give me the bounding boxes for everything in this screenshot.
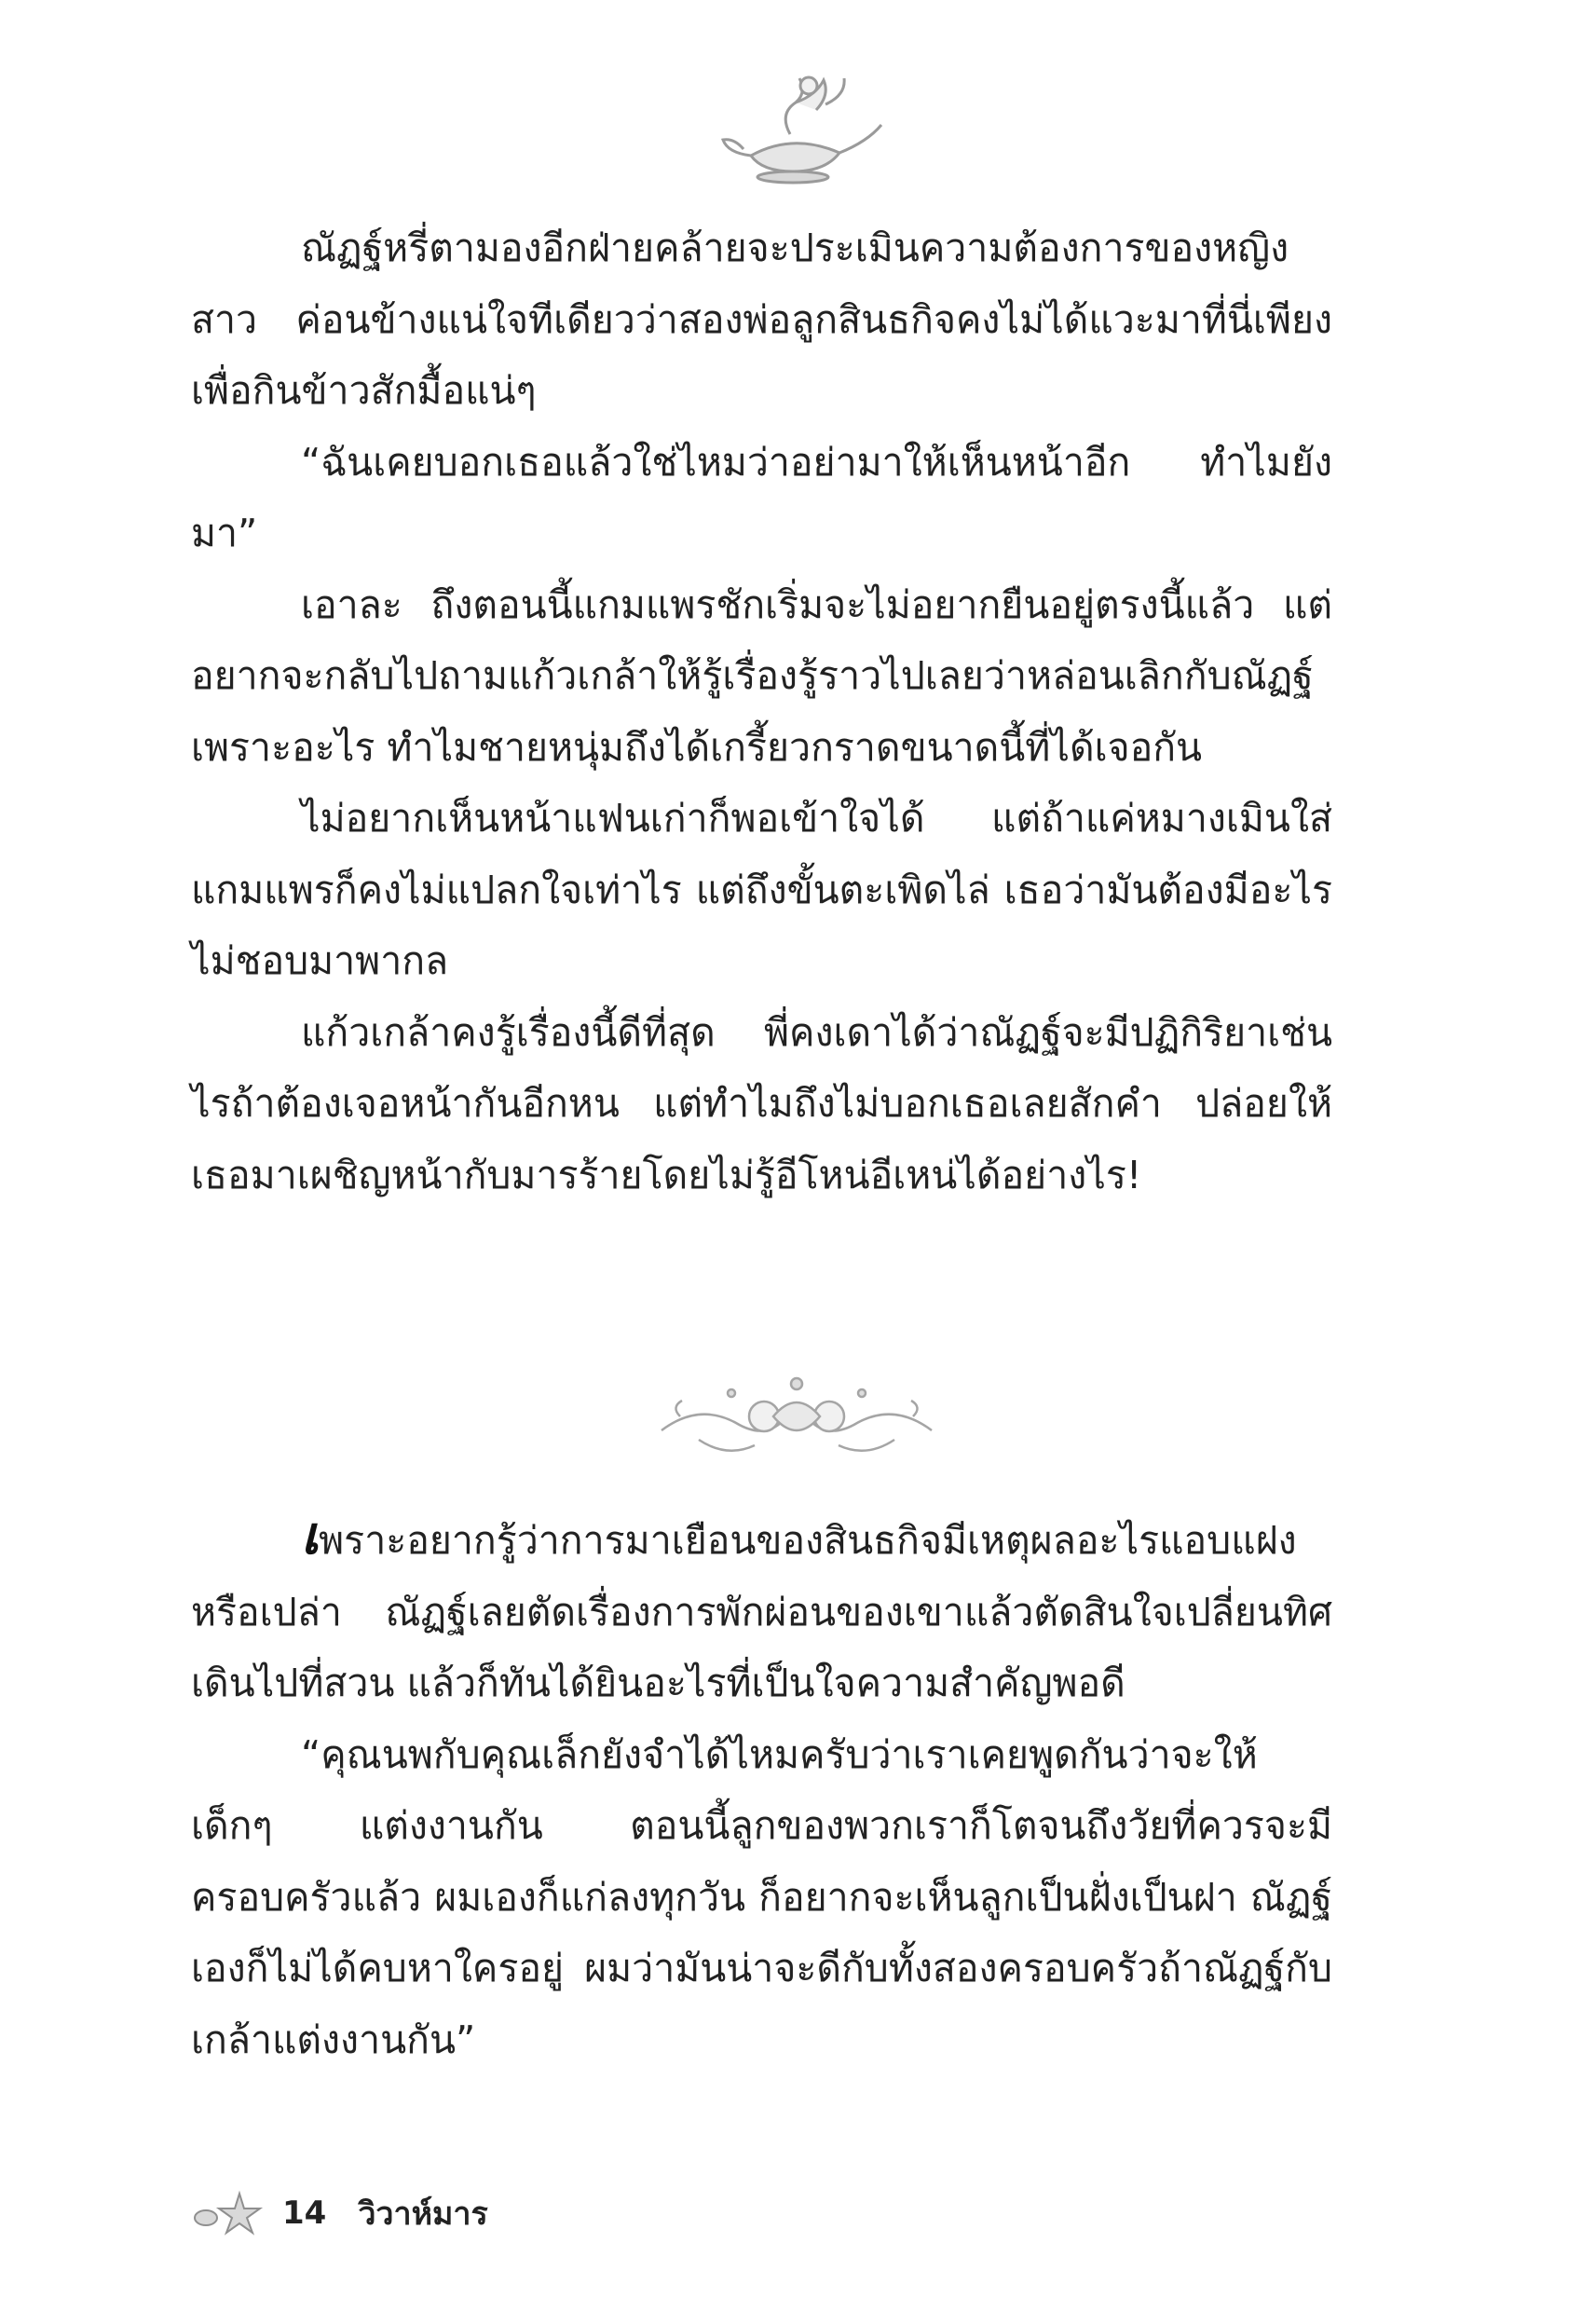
- page-footer: [191, 2185, 488, 2241]
- paragraph: “คุณนพกับคุณเล็กยังจำได้ไหมครับว่าเราเคยพูดกันว่าจะให้เด็กๆ แต่งงานกัน ตอนนี้ลูกของพวกเราก็โตจนถึงวัยที่ควรจะมีครอบครัวแล้ว ผมเองก็แก่ลงทุกวัน ก็อยากจะเห็นลูกเป็นฝั่งเป็นฝา ณัฏฐ์เองก็ไม่ได้คบหาใครอยู่ ผมว่ามันน่าจะดีกับทั้งสองครอบครัวถ้าณัฏฐ์กับเกล้าแต่งงานกัน”: [191, 1731, 1332, 2062]
- book-title: วิวาห์มาร: [358, 2195, 488, 2233]
- floral-divider-icon: [643, 1365, 950, 1468]
- section-2-text: [191, 1500, 1332, 2075]
- paragraph: แก้วเกล้าคงรู้เรื่องนี้ดีที่สุด พี่คงเดาได้ว่าณัฏฐ์จะมีปฏิกิริยาเช่นไรถ้าต้องเจอหน้ากันอีกหน แต่ทำไมถึงไม่บอกเธอเลยสักคำ ปล่อยให้เธอมาเผชิญหน้ากับมารร้ายโดยไม่รู้อีโหน่อีเหน่ได้อย่างไร!: [191, 1009, 1332, 1197]
- page-number: 14: [282, 2195, 327, 2232]
- section-1-text: [191, 212, 1332, 1210]
- drop-cap: เ: [301, 1505, 320, 1566]
- paragraph-with-dropcap: [191, 1500, 1332, 1719]
- paragraph: ณัฏฐ์หรี่ตามองอีกฝ่ายคล้ายจะประเมินความต้องการของหญิงสาว ค่อนข้างแน่ใจทีเดียวว่าสองพ่อลูกสินธกิจคงไม่ได้แวะมาที่นี่เพียงเพื่อกินข้าวสักมื้อแน่ๆ: [191, 226, 1332, 413]
- paragraph: ไม่อยากเห็นหน้าแฟนเก่าก็พอเข้าใจได้ แต่ถ้าแค่หมางเมินใส่แกมแพรก็คงไม่แปลกใจเท่าไร แต่ถึงขั้นตะเพิดไล่ เธอว่ามันต้องมีอะไรไม่ชอบมาพากล: [191, 796, 1332, 983]
- paragraph: “ฉันเคยบอกเธอแล้วใช่ไหมว่าอย่ามาให้เห็นหน้าอีก ทำไมยังมา”: [191, 439, 1332, 555]
- starfish-shell-icon: [191, 2190, 266, 2236]
- genie-lamp-ornament-icon: [686, 67, 900, 188]
- paragraph-text: พราะอยากรู้ว่าการมาเยือนของสินธกิจมีเหตุผลอะไรแอบแฝงหรือเปล่า ณัฏฐ์เลยตัดเรื่องการพักผ่อนของเขาแล้วตัดสินใจเปลี่ยนทิศเดินไปที่สวน แล้วก็ทันได้ยินอะไรที่เป็นใจความสำคัญพอดี: [191, 1518, 1332, 1705]
- paragraph: เอาละ ถึงตอนนี้แกมแพรชักเริ่มจะไม่อยากยืนอยู่ตรงนี้แล้ว แต่อยากจะกลับไปถามแก้วเกล้าให้รู้เรื่องรู้ราวไปเลยว่าหล่อนเลิกกับณัฏฐ์เพราะอะไร ทำไมชายหนุ่มถึงได้เกรี้ยวกราดขนาดนี้ที่ได้เจอกัน: [191, 581, 1332, 770]
